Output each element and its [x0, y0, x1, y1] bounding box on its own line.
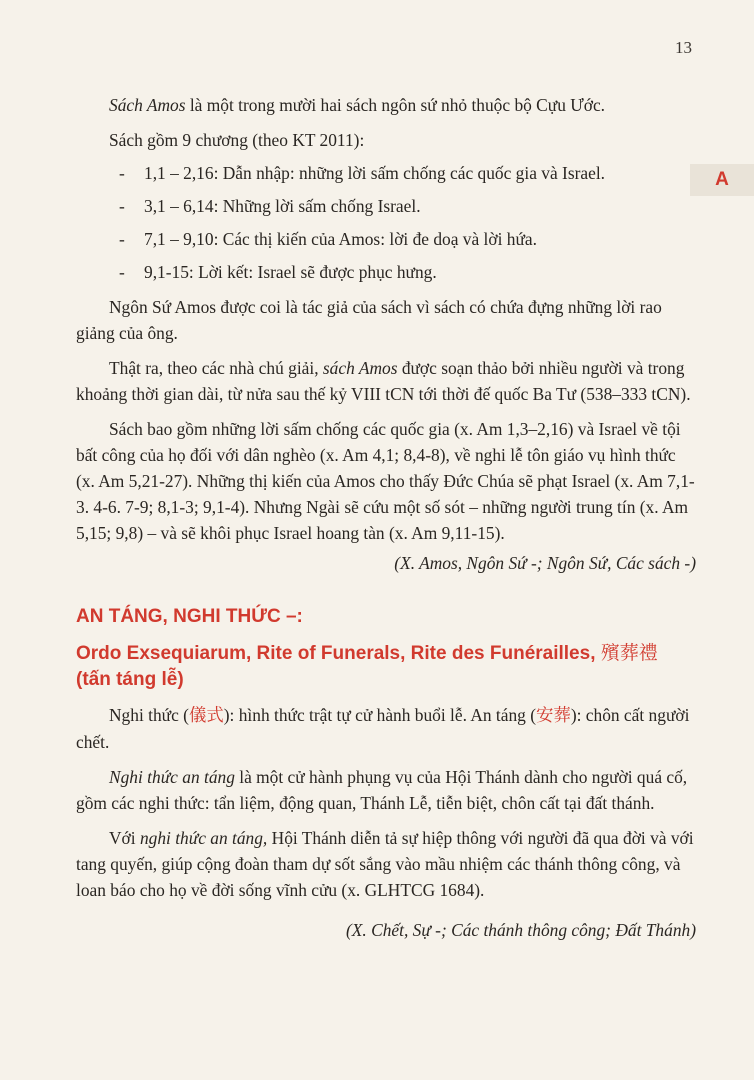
entry-see-also: (X. Chết, Sự -; Các thánh thông công; Đất Thánh)	[345, 920, 696, 940]
thumb-index-tab: A	[690, 164, 754, 196]
list-item: - 9,1-15: Lời kết: Israel sẽ được phục hưng.	[119, 262, 437, 282]
page-content	[76, 92, 696, 943]
amos-intro: Sách Amos là một trong mười hai sách ngôn sứ nhỏ thuộc bộ Cựu Ước.	[109, 95, 606, 115]
amos-content-paragraph: Sách bao gồm những lời sấm chống các quốc gia (x. Am 1,3–2,16) và Israel về tội bất công của họ đối với dân nghèo (x. Am 4,1; 8,4-8), về nghi lễ tôn giáo vụ hình thức (x. Am 5,21-27). Những thị kiến của Amos cho thấy Đức Chúa sẽ phạt Israel (x. Am 7,1-3. 4-6. 7-9; 8,1-3; 9,1-4). Nhưng Ngài sẽ cứu một số sót – những người trung tín (x. Am 5,15; 9,8) – và sẽ khôi phục Israel hoang tàn (x. Am 9,11-15).	[76, 419, 695, 543]
entry-subtitle: Ordo Exsequiarum, Rite of Funerals, Rite des Funérailles, 殯葬禮 (tấn táng lễ)	[76, 642, 658, 690]
amos-composition-paragraph: Thật ra, theo các nhà chú giải, sách Amos được soạn thảo bởi nhiều người và trong khoảng thời gian dài, từ nửa sau thế kỷ VIII tCN tới thời đế quốc Ba Tư (538–333 tCN).	[76, 358, 691, 404]
chapters-lead: Sách gồm 9 chương (theo KT 2011):	[109, 130, 365, 150]
entry-meaning: Với nghi thức an táng, Hội Thánh diễn tả sự hiệp thông với người đã qua đời và với tang quyến, giúp cộng đoàn tham dự sốt sắng vào mầu nhiệm các thánh thông công, và loan báo cho họ về đời sống vĩnh cửu (x. GLHTCG 1684).	[76, 828, 694, 900]
chapter-list	[76, 160, 696, 285]
entry-definition: Nghi thức (儀式): hình thức trật tự cử hành buổi lễ. An táng (安葬): chôn cất người chết.	[76, 705, 690, 752]
entry-description: Nghi thức an táng là một cử hành phụng vụ của Hội Thánh dành cho người quá cố, gồm các nghi thức: tẩn liệm, động quan, Thánh Lễ, tiễn biệt, chôn cất tại đất thánh.	[76, 767, 688, 813]
entry-title: AN TÁNG, NGHI THỨC –:	[76, 606, 303, 627]
amos-intro-title: Sách Amos	[109, 95, 186, 115]
amos-see-also: (X. Amos, Ngôn Sứ -; Ngôn Sứ, Các sách -)	[394, 553, 696, 573]
list-item: - 7,1 – 9,10: Các thị kiến của Amos: lời đe doạ và lời hứa.	[119, 229, 537, 249]
list-item: - 3,1 – 6,14: Những lời sấm chống Israel.	[119, 196, 421, 216]
amos-author-paragraph: Ngôn Sứ Amos được coi là tác giả của sách vì sách có chứa đựng những lời rao giảng của ông.	[76, 297, 662, 343]
list-item: - 1,1 – 2,16: Dẫn nhập: những lời sấm chống các quốc gia và Israel.	[119, 163, 605, 183]
page-number: 13	[675, 38, 692, 57]
